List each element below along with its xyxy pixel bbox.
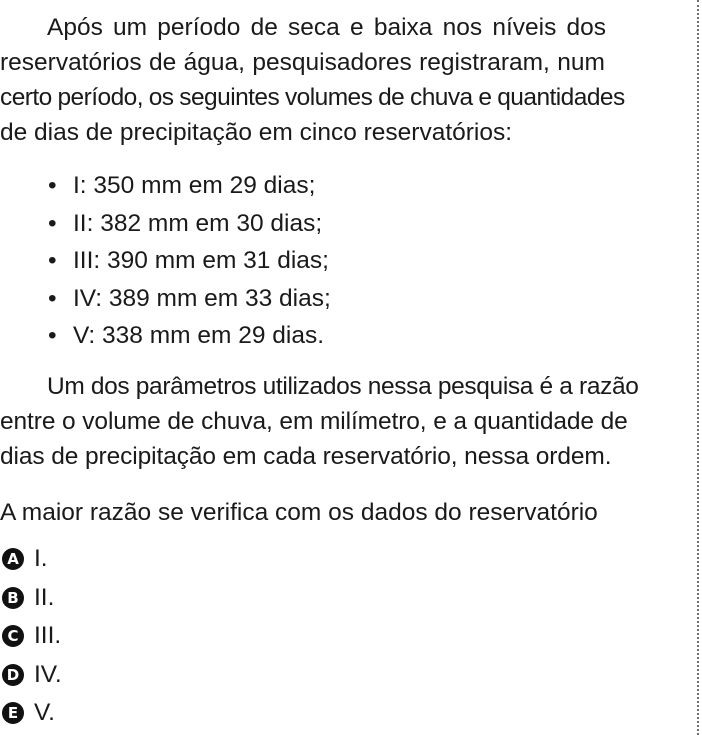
parameter-paragraph [0, 369, 686, 474]
reservoir-list [48, 167, 331, 355]
reservoir-text: III: 390 mm em 31 dias; [73, 247, 329, 274]
column-divider [697, 0, 699, 735]
answer-options [2, 540, 62, 733]
option-a[interactable] [2, 540, 62, 579]
parameter-line: Um dos parâmetros utilizados nessa pesquisa é a razão [47, 373, 639, 400]
reservoir-item [48, 242, 331, 280]
reservoir-item [48, 167, 331, 205]
intro-line: Após um período de seca e baixa nos níveis dos [47, 14, 607, 41]
reservoir-item [48, 205, 331, 243]
reservoir-item [48, 317, 331, 355]
bullet-dot-icon: • [48, 209, 57, 237]
option-text: II. [34, 583, 55, 611]
option-letter-c-icon: C [2, 625, 24, 647]
reservoir-text: II: 382 mm em 30 dias; [73, 209, 323, 237]
option-c[interactable] [2, 617, 62, 656]
option-text: III. [34, 622, 62, 649]
intro-paragraph [0, 10, 686, 150]
reservoir-text: IV: 389 mm em 33 dias; [73, 284, 331, 312]
bullet-dot-icon: • [48, 284, 57, 312]
question-stem: A maior razão se verifica com os dados do reservatório [0, 499, 598, 526]
option-letter-a-icon: A [2, 548, 24, 570]
option-text: IV. [34, 660, 62, 688]
option-d[interactable] [2, 656, 62, 695]
option-letter-b-icon: B [2, 587, 24, 609]
bullet-dot-icon: • [48, 172, 57, 199]
bullet-dot-icon: • [48, 322, 57, 349]
bullet-dot-icon: • [48, 247, 57, 274]
reservoir-text: V: 338 mm em 29 dias. [73, 322, 325, 349]
reservoir-item [48, 280, 331, 318]
reservoir-text: I: 350 mm em 29 dias; [73, 172, 316, 199]
option-letter-e-icon: E [2, 702, 24, 724]
option-e[interactable] [2, 694, 62, 733]
option-letter-d-icon: D [2, 664, 24, 686]
intro-line: de dias de precipitação em cinco reservatórios: [0, 119, 513, 146]
parameter-line: entre o volume de chuva, em milímetro, e a quantidade de [0, 408, 628, 435]
option-b[interactable] [2, 579, 62, 618]
intro-line: certo período, os seguintes volumes de chuva e quantidades [0, 84, 625, 111]
option-text: V. [34, 699, 55, 726]
intro-line: reservatórios de água, pesquisadores registraram, num [0, 49, 605, 76]
parameter-line: dias de precipitação em cada reservatório, nessa ordem. [0, 443, 612, 470]
option-text: I. [34, 545, 48, 572]
